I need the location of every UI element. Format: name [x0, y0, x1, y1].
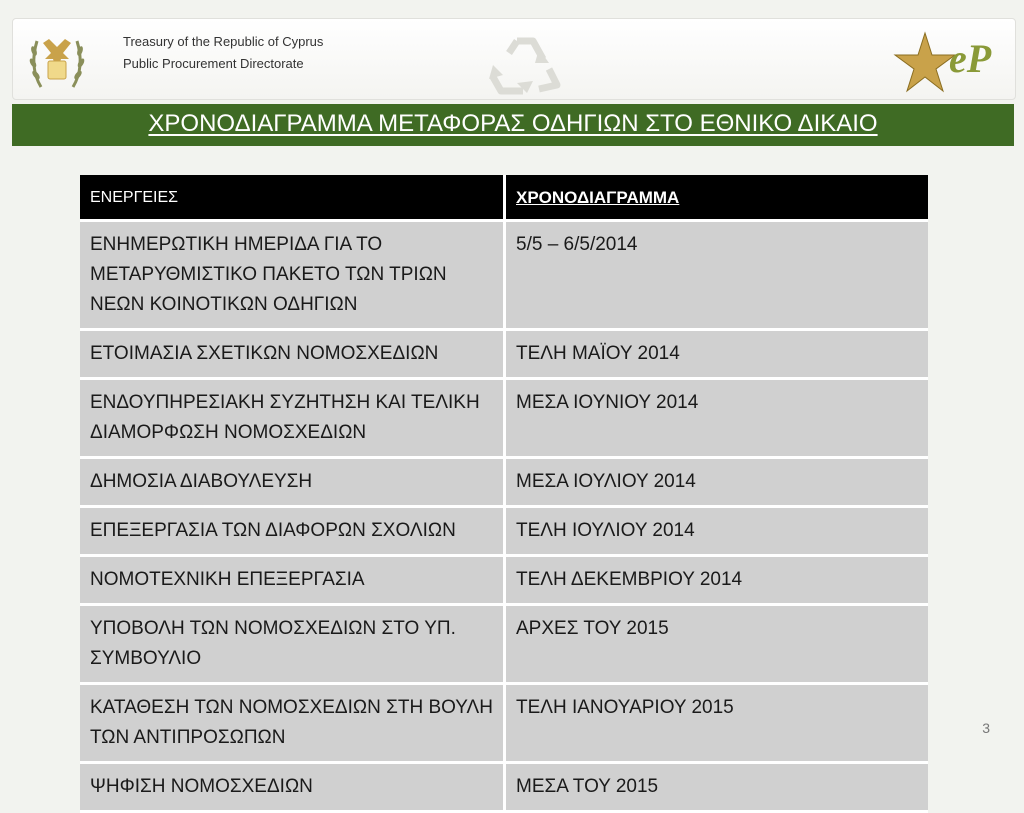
table-row	[80, 508, 928, 557]
ep-logo	[893, 27, 1011, 97]
schedule-cell: ΜΕΣΑ ΙΟΥΛΙΟΥ 2014	[506, 459, 928, 508]
column-header-schedule: ΧΡΟΝΟΔΙΑΓΡΑΜΜΑ	[506, 175, 928, 222]
table-row	[80, 557, 928, 606]
table-header-row	[80, 175, 928, 222]
table-row	[80, 380, 928, 459]
action-cell: ΨΗΦΙΣΗ ΝΟΜΟΣΧΕΔΙΩΝ	[80, 764, 506, 813]
action-cell: ΕΝΗΜΕΡΩΤΙΚΗ ΗΜΕΡΙΔΑ ΓΙΑ ΤΟ ΜΕΤΑΡΥΘΜΙΣΤΙΚΟ ΠΑΚΕΤΟ ΤΩΝ ΤΡΙΩΝ ΝΕΩΝ ΚΟΙΝΟΤΙΚΩΝ ΟΔΗΓΙΩΝ	[80, 222, 506, 331]
table-row	[80, 685, 928, 764]
recycle-icon	[487, 33, 563, 97]
directorate-label: Public Procurement Directorate	[123, 56, 304, 71]
table-row	[80, 331, 928, 380]
schedule-cell: ΜΕΣΑ ΤΟΥ 2015	[506, 764, 928, 813]
treasury-label: Treasury of the Republic of Cyprus	[123, 34, 324, 49]
action-cell: ΕΤΟΙΜΑΣΙΑ ΣΧΕΤΙΚΩΝ ΝΟΜΟΣΧΕΔΙΩΝ	[80, 331, 506, 380]
schedule-cell: ΤΕΛΗ ΙΟΥΛΙΟΥ 2014	[506, 508, 928, 557]
table-row	[80, 606, 928, 685]
action-cell: ΔΗΜΟΣΙΑ ΔΙΑΒΟΥΛΕΥΣΗ	[80, 459, 506, 508]
action-cell: ΕΝΔΟΥΠΗΡΕΣΙΑΚΗ ΣΥΖΗΤΗΣΗ ΚΑΙ ΤΕΛΙΚΗ ΔΙΑΜΟΡΦΩΣΗ ΝΟΜΟΣΧΕΔΙΩΝ	[80, 380, 506, 459]
page-number: 3	[982, 720, 990, 736]
action-cell: ΕΠΕΞΕΡΓΑΣΙΑ ΤΩΝ ΔΙΑΦΟΡΩΝ ΣΧΟΛΙΩΝ	[80, 508, 506, 557]
action-cell: ΚΑΤΑΘΕΣΗ ΤΩΝ ΝΟΜΟΣΧΕΔΙΩΝ ΣΤΗ ΒΟΥΛΗ ΤΩΝ ΑΝΤΙΠΡΟΣΩΠΩΝ	[80, 685, 506, 764]
slide-header	[12, 18, 1016, 100]
ep-logo-text: eP	[949, 36, 992, 81]
schedule-table	[80, 175, 928, 813]
action-cell: ΝΟΜΟΤΕΧΝΙΚΗ ΕΠΕΞΕΡΓΑΣΙΑ	[80, 557, 506, 606]
cyprus-crest-icon	[27, 29, 87, 91]
title-bar	[12, 104, 1014, 146]
schedule-cell: 5/5 – 6/5/2014	[506, 222, 928, 331]
page-title: ΧΡΟΝΟΔΙΑΓΡΑΜΜΑ ΜΕΤΑΦΟΡΑΣ ΟΔΗΓΙΩΝ ΣΤΟ ΕΘΝΙΚΟ ΔΙΚΑΙΟ	[148, 110, 878, 137]
column-header-actions: ΕΝΕΡΓΕΙΕΣ	[80, 175, 506, 222]
schedule-cell: ΤΕΛΗ ΜΑΪΟΥ 2014	[506, 331, 928, 380]
action-cell: ΥΠΟΒΟΛΗ ΤΩΝ ΝΟΜΟΣΧΕΔΙΩΝ ΣΤΟ ΥΠ. ΣΥΜΒΟΥΛΙΟ	[80, 606, 506, 685]
schedule-cell: ΤΕΛΗ ΙΑΝΟΥΑΡΙΟΥ 2015	[506, 685, 928, 764]
schedule-cell: ΑΡΧΕΣ ΤΟΥ 2015	[506, 606, 928, 685]
schedule-cell: ΤΕΛΗ ΔΕΚΕΜΒΡΙΟΥ 2014	[506, 557, 928, 606]
table-row	[80, 764, 928, 813]
table-row	[80, 459, 928, 508]
schedule-cell: ΜΕΣΑ ΙΟΥΝΙΟΥ 2014	[506, 380, 928, 459]
star-logo-icon	[893, 29, 957, 95]
table-row	[80, 222, 928, 331]
